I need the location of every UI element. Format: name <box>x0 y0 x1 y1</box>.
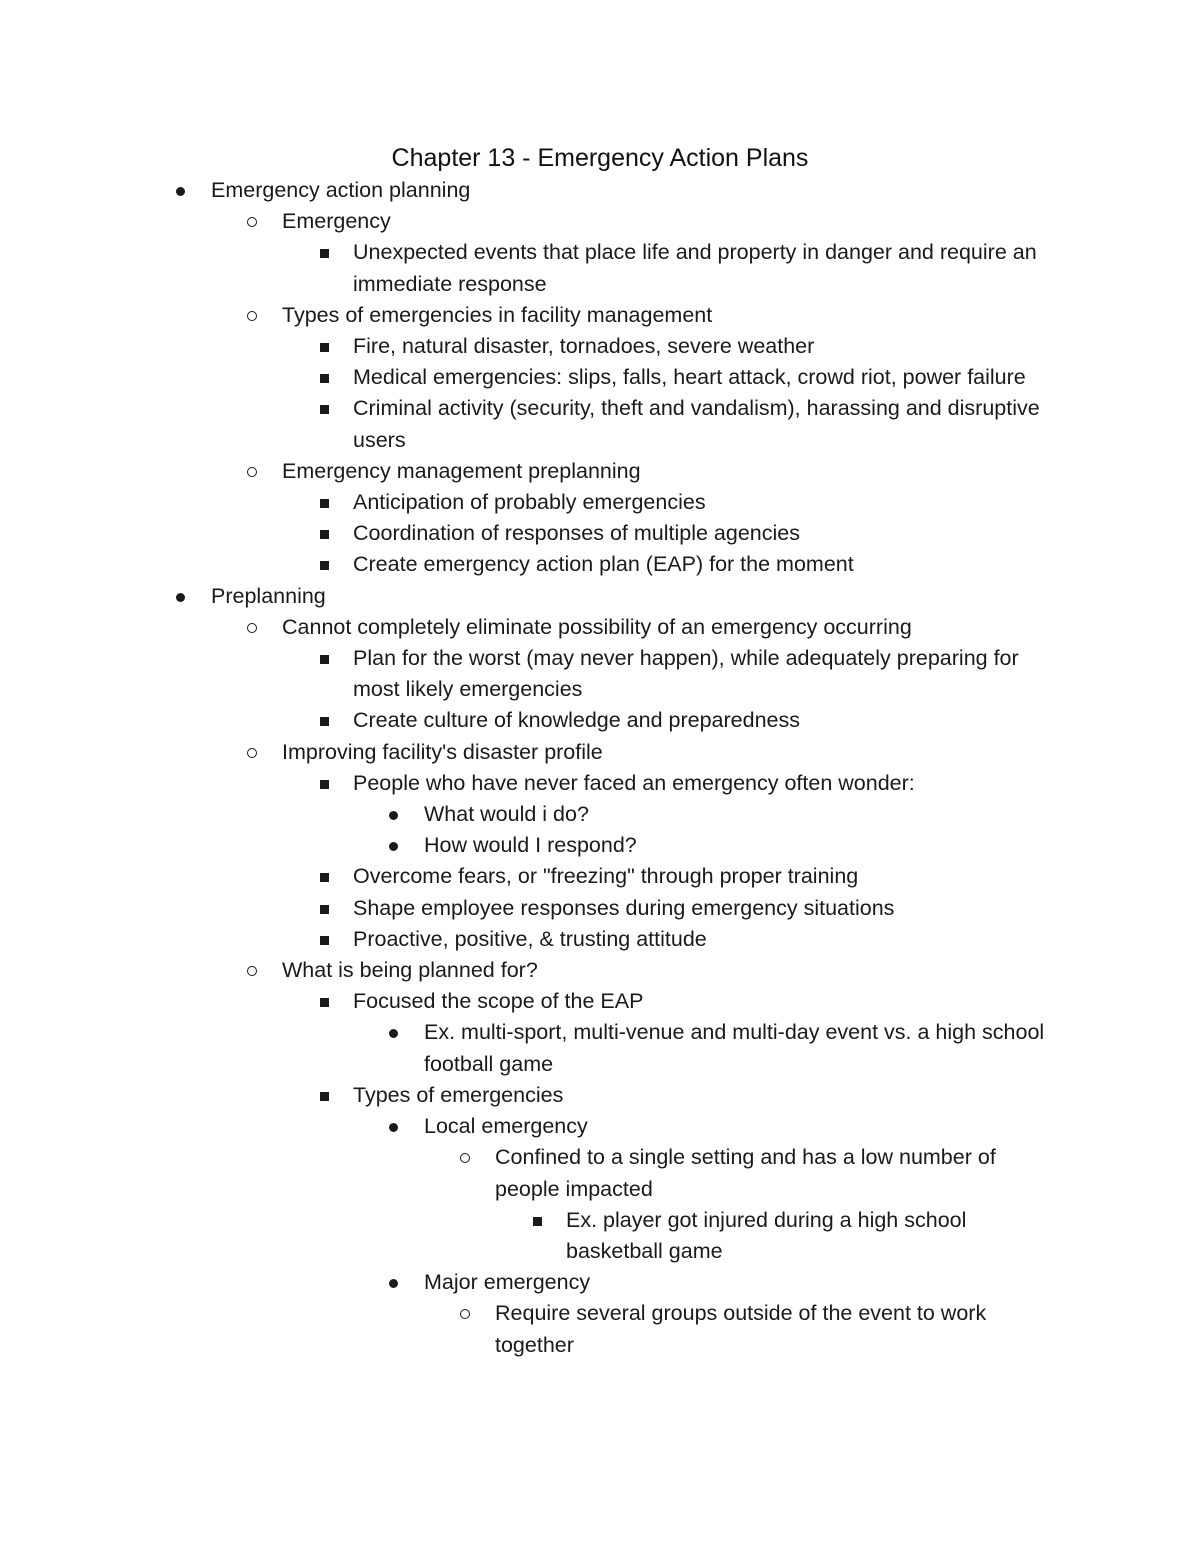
outline-level-1 <box>0 175 1200 1361</box>
list-item <box>211 612 1062 737</box>
list-item <box>282 393 1063 455</box>
list-item <box>282 1080 1063 1361</box>
list-item <box>282 986 1063 1080</box>
list-item-text: Ex. multi-sport, multi-venue and multi-day event vs. a high school football game <box>424 1020 1045 1076</box>
outline-level-3 <box>353 986 1062 1360</box>
list-item-text: Create emergency action plan (EAP) for the moment <box>353 552 854 577</box>
list-item <box>353 799 1064 830</box>
list-item <box>282 643 1063 705</box>
list-item <box>282 487 1063 518</box>
list-item <box>282 237 1063 299</box>
list-item-text: Fire, natural disaster, tornadoes, severe weather <box>353 334 815 359</box>
list-item-text: Types of emergencies in facility management <box>282 302 713 327</box>
outline-level-5 <box>495 1298 1064 1360</box>
list-item <box>0 175 1061 581</box>
list-item <box>0 581 1061 1361</box>
page-title: Chapter 13 - Emergency Action Plans <box>391 144 809 172</box>
list-item-text: Major emergency <box>424 1270 591 1295</box>
outline-level-5 <box>495 1142 1064 1267</box>
list-item <box>353 1111 1064 1267</box>
outline <box>0 175 1200 1361</box>
list-item <box>282 861 1063 892</box>
outline-level-3 <box>353 643 1062 737</box>
list-item <box>282 768 1063 862</box>
list-item-text: Medical emergencies: slips, falls, heart attack, crowd riot, power failure <box>353 365 1026 390</box>
list-item-text: Improving facility's disaster profile <box>282 739 603 764</box>
list-item-text: Unexpected events that place life and property in danger and require an immediate response <box>353 240 1037 296</box>
list-item <box>211 456 1062 581</box>
list-item-text: Proactive, positive, & trusting attitude <box>353 926 707 951</box>
outline-level-6 <box>566 1205 1065 1267</box>
list-item <box>211 300 1062 456</box>
list-item-text: People who have never faced an emergency often wonder: <box>353 770 915 795</box>
list-item-text: Preplanning <box>211 583 326 608</box>
list-item <box>353 1017 1064 1079</box>
list-item-text: Anticipation of probably emergencies <box>353 490 706 515</box>
outline-level-3 <box>353 768 1062 955</box>
list-item-text: Focused the scope of the EAP <box>353 989 644 1014</box>
list-item <box>282 518 1063 549</box>
list-item-text: Types of emergencies <box>353 1082 564 1107</box>
list-item <box>211 955 1062 1361</box>
list-item-text: Emergency management preplanning <box>282 458 641 483</box>
list-item <box>211 206 1062 300</box>
list-item <box>211 737 1062 955</box>
list-item-text: Shape employee responses during emergency situations <box>353 895 895 920</box>
outline-level-4 <box>424 1017 1063 1079</box>
list-item-text: Plan for the worst (may never happen), while adequately preparing for most likely emergencies <box>353 646 1019 702</box>
list-item-text: What would i do? <box>424 802 589 827</box>
list-item-text: Ex. player got injured during a high school basketball game <box>566 1207 967 1263</box>
outline-level-3 <box>353 237 1062 299</box>
list-item <box>282 362 1063 393</box>
list-item-text: Emergency action planning <box>211 178 471 202</box>
outline-level-4 <box>424 1111 1063 1361</box>
list-item-text: Cannot completely eliminate possibility of an emergency occurring <box>282 614 912 639</box>
list-item <box>353 1267 1064 1361</box>
list-item-text: Require several groups outside of the event to work together <box>495 1301 987 1357</box>
outline-level-2 <box>282 206 1061 580</box>
list-item-text: Create culture of knowledge and preparedness <box>353 708 801 733</box>
outline-level-3 <box>353 487 1062 581</box>
list-item <box>424 1142 1065 1267</box>
list-item-text: Emergency <box>282 209 391 234</box>
outline-level-3 <box>353 331 1062 456</box>
list-item-text: How would I respond? <box>424 833 637 858</box>
list-item <box>282 549 1063 580</box>
list-item <box>282 893 1063 924</box>
list-item-text: Coordination of responses of multiple agencies <box>353 521 800 546</box>
list-item <box>424 1298 1065 1360</box>
list-item-text: Local emergency <box>424 1114 588 1139</box>
list-item <box>282 924 1063 955</box>
outline-level-2 <box>282 612 1061 1361</box>
list-item-text: Overcome fears, or "freezing" through proper training <box>353 864 859 889</box>
list-item <box>282 705 1063 736</box>
list-item <box>282 331 1063 362</box>
list-item-text: Confined to a single setting and has a low number of people impacted <box>495 1145 996 1201</box>
outline-level-4 <box>424 799 1063 861</box>
list-item <box>495 1205 1066 1267</box>
list-item <box>353 830 1064 861</box>
list-item-text: Criminal activity (security, theft and vandalism), harassing and disruptive users <box>353 396 1040 452</box>
list-item-text: What is being planned for? <box>282 958 538 983</box>
